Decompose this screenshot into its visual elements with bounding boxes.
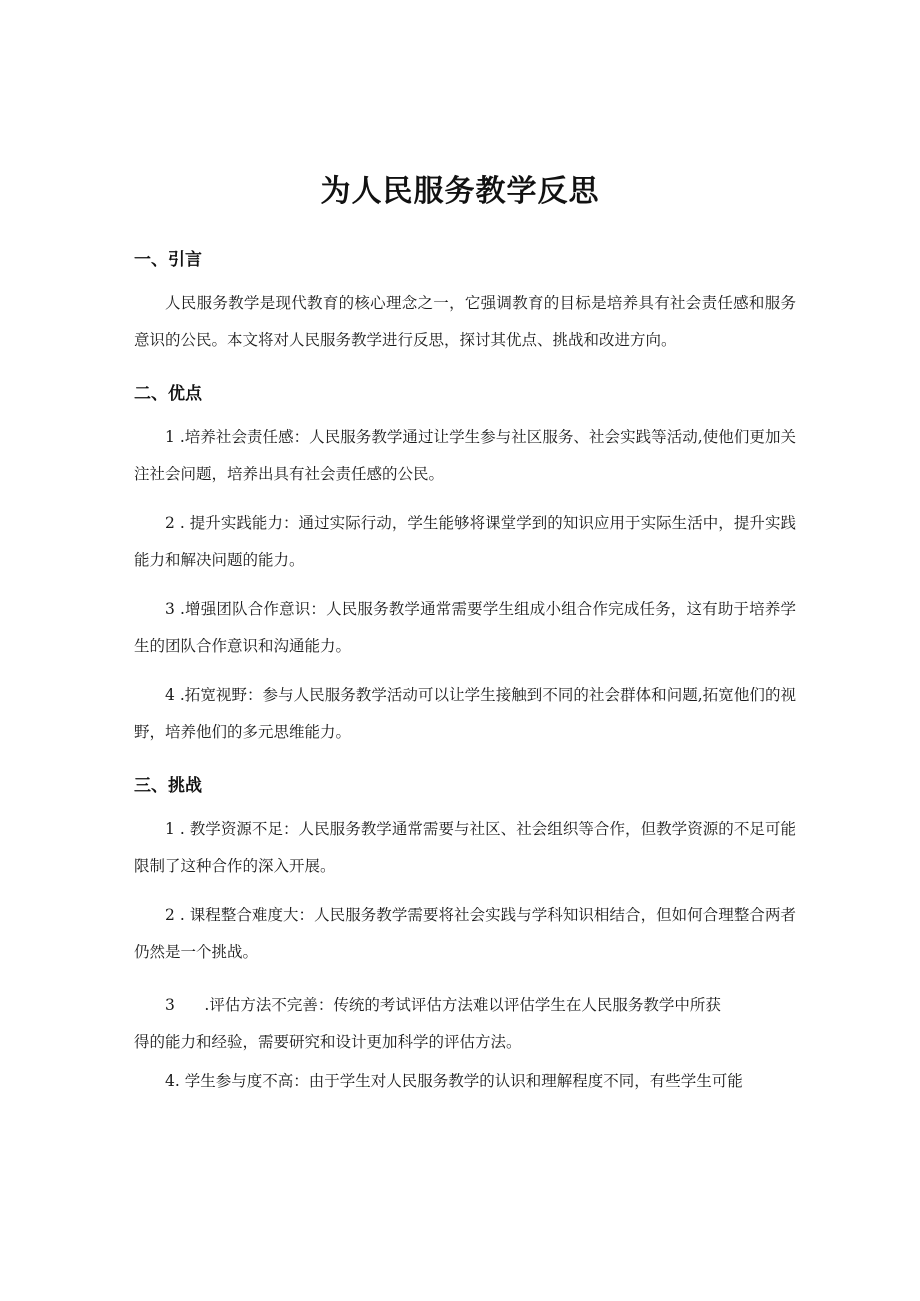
- document-title: 为人民服务教学反思: [320, 174, 600, 209]
- challenge-item-3-line-2: 得的能力和经验，需要研究和设计更加科学的评估方法。: [134, 1033, 522, 1051]
- advantage-item-3: 3 .增强团队合作意识：人民服务教学通常需要学生组成小组合作完成任务，这有助于培养学生的团队合作意识和沟通能力。: [134, 600, 796, 655]
- section-heading-introduction: 一、引言: [134, 250, 202, 270]
- challenge-item-3-line-1: 3 .评估方法不完善：传统的考试评估方法难以评估学生在人民服务教学中所获: [165, 996, 721, 1014]
- advantage-item-4: 4 .拓宽视野：参与人民服务教学活动可以让学生接触到不同的社会群体和问题,拓宽他们的视野，培养他们的多元思维能力。: [134, 686, 796, 741]
- challenge-item-4-line-1: 4. 学生参与度不高：由于学生对人民服务教学的认识和理解程度不同，有些学生可能: [165, 1072, 743, 1090]
- introduction-paragraph: 人民服务教学是现代教育的核心理念之一，它强调教育的目标是培养具有社会责任感和服务意识的公民。本文将对人民服务教学进行反思，探讨其优点、挑战和改进方向。: [134, 294, 796, 349]
- advantage-item-1: 1 .培养社会责任感：人民服务教学通过让学生参与社区服务、社会实践等活动,使他们更加关注社会问题，培养出具有社会责任感的公民。: [134, 428, 796, 483]
- challenge-item-2: 2 . 课程整合难度大：人民服务教学需要将社会实践与学科知识相结合，但如何合理整合两者仍然是一个挑战。: [134, 906, 796, 961]
- section-heading-advantages: 二、优点: [134, 384, 202, 404]
- advantage-item-2: 2 . 提升实践能力：通过实际行动，学生能够将课堂学到的知识应用于实际生活中，提升实践能力和解决问题的能力。: [134, 514, 796, 569]
- challenge-item-1: 1 . 教学资源不足：人民服务教学通常需要与社区、社会组织等合作，但教学资源的不足可能限制了这种合作的深入开展。: [134, 820, 796, 875]
- section-heading-challenges: 三、挑战: [134, 776, 202, 796]
